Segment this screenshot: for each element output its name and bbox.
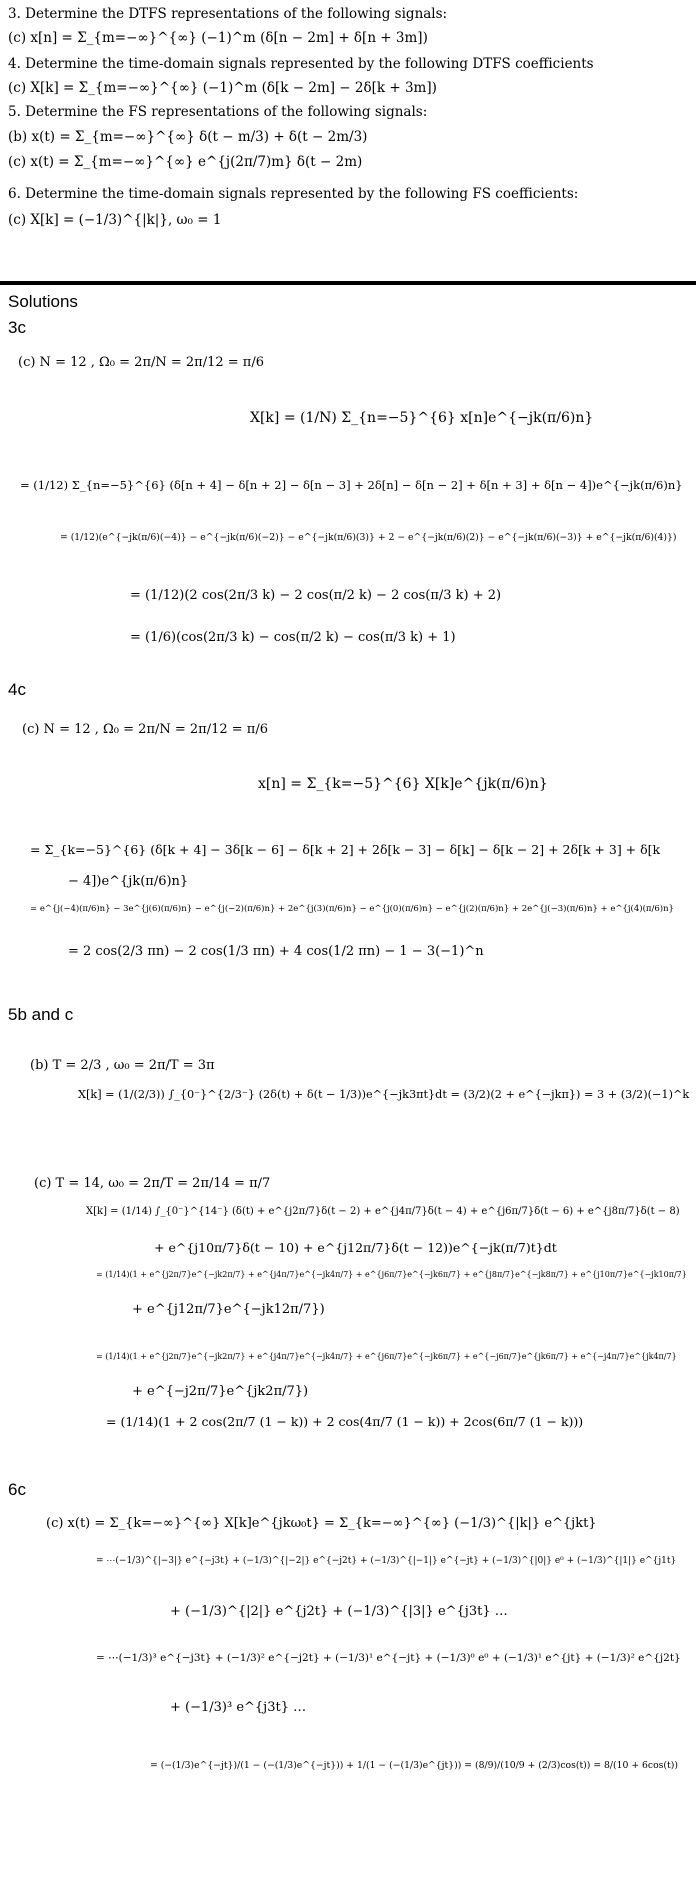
s5c-line-7: = (1/14)(1 + 2 cos(2π/7 (1 − k)) + 2 cos(4π/7 (1 − k)) + 2cos(6π/7 (1 − k))): [106, 1414, 584, 1429]
s3c-line-1: = (1/12) Σ_{n=−5}^{6} (δ[n + 4] − δ[n + 2] − δ[n − 3] + 2δ[n] − δ[n − 2] + δ[n + 3] + δ[n − 4])e^{−jk(π/6)n}: [20, 478, 683, 492]
s5c-line-6: + e^{−j2π/7}e^{jk2π/7}): [132, 1384, 309, 1399]
s4c-line-1: = Σ_{k=−5}^{6} (δ[k + 4] − 3δ[k − 6] − δ[k + 2] + 2δ[k − 3] − δ[k] − δ[k − 2] + 2δ[k + 3] + δ[k: [30, 842, 661, 857]
problem-5-heading: 5. Determine the FS representations of the following signals:: [8, 104, 428, 120]
s6c-line-2: + (−1/3)^{|2|} e^{j2t} + (−1/3)^{|3|} e^{j3t} …: [170, 1604, 508, 1619]
section-label-6c: 6c: [8, 1480, 26, 1499]
s5b-line-1: X[k] = (1/(2/3)) ∫_{0⁻}^{2/3⁻} (2δ(t) + δ(t − 1/3))e^{−jk3πt}dt = (3/2)(2 + e^{−jkπ}) = 3 + (3/2)(−1)^k: [78, 1088, 690, 1101]
s3c-line-4: = (1/6)(cos(2π/3 k) − cos(π/2 k) − cos(π/3 k) + 1): [130, 630, 456, 645]
problem-3-heading: 3. Determine the DTFS representations of the following signals:: [8, 6, 448, 22]
s5c-line-4: + e^{j12π/7}e^{−jk12π/7}): [132, 1302, 325, 1317]
section-label-4c: 4c: [8, 680, 26, 699]
problem-4-heading: 4. Determine the time-domain signals represented by the following DTFS coefficients: [8, 56, 594, 72]
s5b-given: (b) T = 2/3 , ω₀ = 2π/T = 3π: [30, 1058, 215, 1073]
s4c-given: (c) N = 12 , Ω₀ = 2π/N = 2π/12 = π/6: [22, 722, 268, 737]
problem-5b: (b) x(t) = Σ_{m=−∞}^{∞} δ(t − m/3) + δ(t − 2m/3): [8, 129, 368, 145]
problem-4c: (c) X[k] = Σ_{m=−∞}^{∞} (−1)^m (δ[k − 2m] − 2δ[k + 3m]): [8, 80, 437, 96]
s4c-definition: x[n] = Σ_{k=−5}^{6} X[k]e^{jk(π/6)n}: [258, 776, 548, 792]
s5c-line-1: X[k] = (1/14) ∫_{0⁻}^{14⁻} (δ(t) + e^{j2π/7}δ(t − 2) + e^{j4π/7}δ(t − 4) + e^{j6π/7}δ(t − 6) + e^{j8π/7}δ(t − 8): [86, 1206, 680, 1217]
s6c-line-1: = ⋯(−1/3)^{|−3|} e^{−j3t} + (−1/3)^{|−2|} e^{−j2t} + (−1/3)^{|−1|} e^{−jt} + (−1/3)^{|0|} e⁰ + (−1/3)^{|1|} e^{j1t}: [96, 1556, 677, 1566]
problem-6-heading: 6. Determine the time-domain signals represented by the following FS coefficients:: [8, 186, 579, 202]
section-label-3c: 3c: [8, 318, 26, 337]
s4c-line-1b: − 4])e^{jk(π/6)n}: [68, 874, 189, 889]
s3c-line-3: = (1/12)(2 cos(2π/3 k) − 2 cos(π/2 k) − 2 cos(π/3 k) + 2): [130, 588, 502, 603]
s6c-line-0: (c) x(t) = Σ_{k=−∞}^{∞} X[k]e^{jkω₀t} = Σ_{k=−∞}^{∞} (−1/3)^{|k|} e^{jkt}: [46, 1516, 597, 1531]
s4c-line-3: = 2 cos(2/3 πn) − 2 cos(1/3 πn) + 4 cos(1/2 πn) − 1 − 3(−1)^n: [68, 944, 484, 959]
s5c-given: (c) T = 14, ω₀ = 2π/T = 2π/14 = π/7: [34, 1176, 271, 1191]
problem-3c: (c) x[n] = Σ_{m=−∞}^{∞} (−1)^m (δ[n − 2m] + δ[n + 3m]): [8, 30, 428, 46]
s3c-definition: X[k] = (1/N) Σ_{n=−5}^{6} x[n]e^{−jk(π/6)n}: [250, 410, 594, 426]
problem-6c: (c) X[k] = (−1/3)^{|k|}, ω₀ = 1: [8, 212, 222, 228]
s5c-line-3: = (1/14)(1 + e^{j2π/7}e^{−jk2π/7} + e^{j4π/7}e^{−jk4π/7} + e^{j6π/7}e^{−jk6π/7} + e^{j8π/7}e^{−jk8π/7} + e^{j10π/7}e^{−jk10π/7}: [96, 1270, 687, 1279]
s6c-line-3: = ⋯(−1/3)³ e^{−j3t} + (−1/3)² e^{−j2t} + (−1/3)¹ e^{−jt} + (−1/3)⁰ e⁰ + (−1/3)¹ e^{jt} + (−1/3)² e^{j2t}: [96, 1652, 681, 1664]
s5c-line-5: = (1/14)(1 + e^{j2π/7}e^{−jk2π/7} + e^{j4π/7}e^{−jk4π/7} + e^{j6π/7}e^{−jk6π/7} + e^{−j6π/7}e^{jk6π/7} + e^{−j4π/7}e^{jk4π/7}: [96, 1352, 677, 1361]
s6c-line-5: = (−(1/3)e^{−jt})/(1 − (−(1/3)e^{−jt})) + 1/(1 − (−(1/3)e^{jt})) = (8/9)/(10/9 + (2/3)cos(t)) = 8/(10 + 6cos(t)): [150, 1760, 678, 1771]
s6c-line-4: + (−1/3)³ e^{j3t} …: [170, 1700, 307, 1715]
solutions-title: Solutions: [8, 292, 78, 311]
s3c-given: (c) N = 12 , Ω₀ = 2π/N = 2π/12 = π/6: [18, 355, 264, 370]
s5c-line-2: + e^{j10π/7}δ(t − 10) + e^{j12π/7}δ(t − 12))e^{−jk(π/7)t}dt: [154, 1240, 557, 1255]
s4c-line-2: = e^{j(−4)(π/6)n} − 3e^{j(6)(π/6)n} − e^{j(−2)(π/6)n} + 2e^{j(3)(π/6)n} − e^{j(0)(π/6)n} − e^{j(2)(π/6)n} + 2e^{j(−3)(π/6)n} + e^{j(4)(π/6)n}: [30, 904, 674, 914]
section-label-5bc: 5b and c: [8, 1005, 74, 1024]
section-divider: [0, 281, 696, 285]
s3c-line-2: = (1/12)(e^{−jk(π/6)(−4)} − e^{−jk(π/6)(−2)} − e^{−jk(π/6)(3)} + 2 − e^{−jk(π/6)(2)} − e^{−jk(π/6)(−3)} + e^{−jk(π/6)(4)}): [60, 532, 677, 543]
problem-5c: (c) x(t) = Σ_{m=−∞}^{∞} e^{j(2π/7)m} δ(t − 2m): [8, 154, 363, 170]
